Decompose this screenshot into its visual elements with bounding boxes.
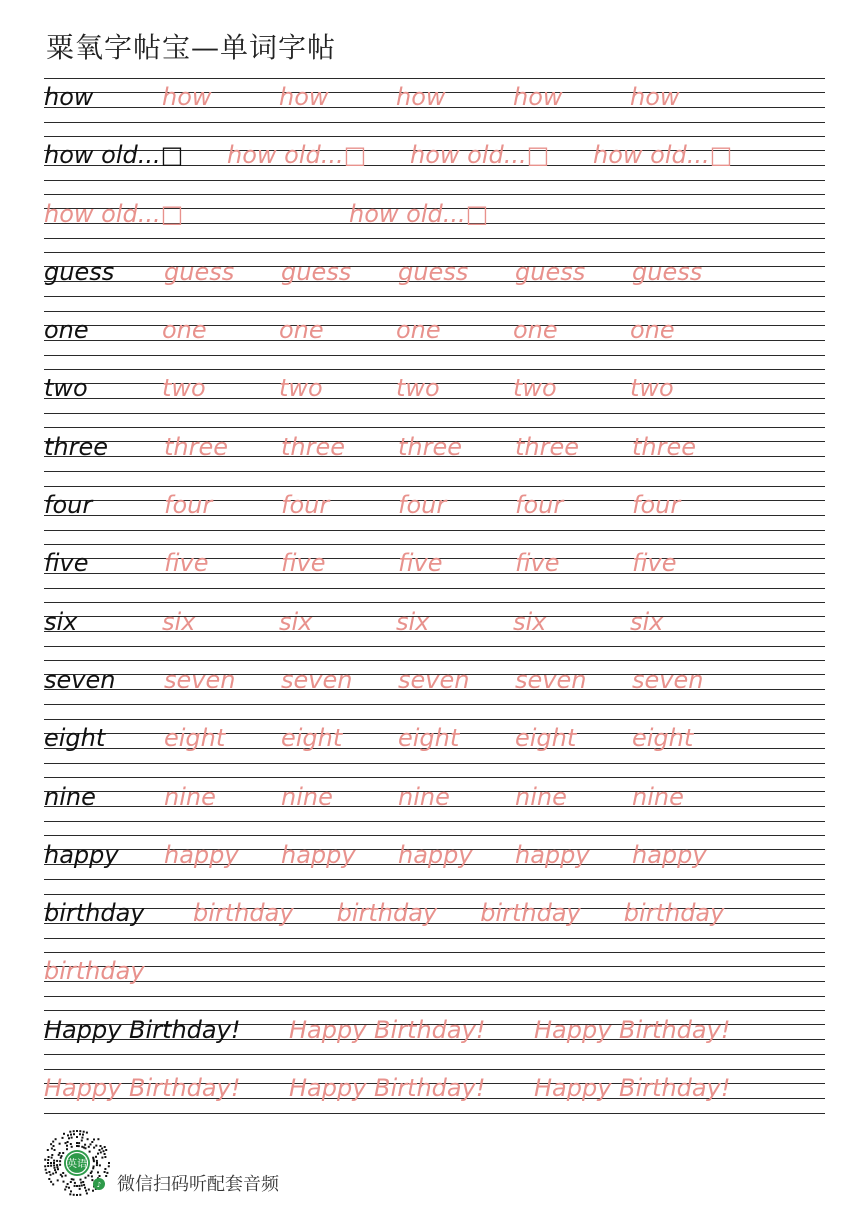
qr-dot <box>79 1194 81 1196</box>
trace-word: nine <box>164 782 216 811</box>
qr-dot <box>51 1148 53 1150</box>
practice-row <box>44 368 825 426</box>
qr-dot <box>50 1162 52 1164</box>
trace-word: guess <box>515 257 586 286</box>
trace-word: six <box>630 607 664 636</box>
qr-dot <box>47 1159 49 1161</box>
qr-dot <box>88 1146 90 1148</box>
trace-word: guess <box>164 257 235 286</box>
trace-word: happy <box>164 840 239 869</box>
qr-dot <box>67 1134 69 1136</box>
ruled-line <box>44 602 825 603</box>
qr-dot <box>95 1145 97 1147</box>
qr-dot <box>69 1193 71 1195</box>
qr-dot <box>60 1157 62 1159</box>
qr-dot <box>82 1134 84 1136</box>
ruled-line <box>44 122 825 123</box>
practice-row <box>44 194 825 252</box>
qr-dot <box>46 1172 48 1174</box>
qr-dot <box>104 1153 106 1155</box>
practice-row <box>44 1010 825 1068</box>
qr-dot <box>47 1149 49 1151</box>
trace-word: birthday <box>336 899 438 928</box>
badge-text: 英语 <box>67 1159 87 1170</box>
model-word: seven <box>44 665 116 694</box>
trace-word: two <box>513 374 557 403</box>
qr-dot <box>55 1138 57 1140</box>
ruled-line <box>44 835 825 836</box>
ruled-line <box>44 471 825 472</box>
trace-word: two <box>396 374 440 403</box>
qr-dot <box>67 1141 69 1143</box>
trace-word: five <box>281 549 326 578</box>
practice-row <box>44 660 825 718</box>
trace-word: three <box>281 432 346 461</box>
qr-dot <box>71 1146 73 1148</box>
trace-word: two <box>162 374 206 403</box>
qr-dot <box>56 1160 58 1162</box>
qr-dot <box>52 1183 54 1185</box>
footer <box>40 1126 400 1206</box>
ruled-line <box>44 1113 825 1114</box>
trace-word: four <box>632 491 681 520</box>
qr-dot <box>100 1145 102 1147</box>
qr-dot <box>81 1140 83 1142</box>
model-word: guess <box>44 257 115 286</box>
trace-word: how <box>630 83 680 111</box>
model-word: nine <box>44 782 96 811</box>
qr-dot <box>66 1148 68 1150</box>
qr-dot <box>62 1152 64 1154</box>
qr-dot <box>62 1172 64 1174</box>
qr-dot <box>50 1174 52 1176</box>
ruled-line <box>44 238 825 239</box>
qr-dot <box>87 1175 89 1177</box>
qr-dot <box>61 1175 63 1177</box>
ruled-line <box>44 588 825 589</box>
qr-dot <box>99 1149 101 1151</box>
qr-dot <box>81 1137 83 1139</box>
ruled-line <box>44 952 825 953</box>
ruled-line <box>44 646 825 647</box>
qr-dot <box>92 1190 94 1192</box>
qr-dot <box>92 1167 94 1169</box>
qr-dot <box>80 1182 82 1184</box>
qr-dot <box>65 1175 67 1177</box>
qr-dot <box>69 1131 71 1133</box>
trace-word: how <box>279 83 329 111</box>
ruled-line <box>44 938 825 939</box>
qr-dot <box>81 1146 83 1148</box>
trace-word: seven <box>164 665 236 694</box>
ruled-line <box>44 996 825 997</box>
trace-word: four <box>398 491 447 520</box>
qr-dot <box>106 1172 108 1174</box>
trace-word: four <box>515 491 564 520</box>
trace-word: three <box>632 432 697 461</box>
trace-word: nine <box>515 782 567 811</box>
trace-word: seven <box>515 665 587 694</box>
model-word: happy <box>44 840 119 869</box>
ruled-line <box>44 1069 825 1070</box>
qr-dot <box>91 1171 93 1173</box>
qr-dot <box>70 1190 72 1192</box>
qr-dot <box>81 1185 83 1187</box>
trace-word: Happy Birthday! <box>534 1015 731 1044</box>
qr-dot <box>76 1130 78 1132</box>
ruled-line <box>44 180 825 181</box>
qr-dot <box>64 1189 66 1191</box>
trace-word: guess <box>632 257 703 286</box>
qr-dot <box>97 1153 99 1155</box>
trace-word: birthday <box>623 899 725 928</box>
trace-word: nine <box>632 782 684 811</box>
qr-dot <box>85 1190 87 1192</box>
qr-dot <box>73 1179 75 1181</box>
qr-dot <box>59 1143 61 1145</box>
ruled-line <box>44 544 825 545</box>
qr-dot <box>99 1175 101 1177</box>
qr-dot <box>70 1143 72 1145</box>
qr-dot <box>76 1136 78 1138</box>
qr-dot <box>56 1166 58 1168</box>
ruled-line <box>44 777 825 778</box>
ruled-line <box>44 660 825 661</box>
trace-word: eight <box>281 724 343 753</box>
model-word: birthday <box>44 899 145 928</box>
qr-dot <box>86 1192 88 1194</box>
qr-dot <box>50 1181 52 1183</box>
qr-dot <box>73 1194 75 1196</box>
qr-dot <box>59 1160 61 1162</box>
trace-word: happy <box>398 840 473 869</box>
qr-dot <box>76 1145 78 1147</box>
qr-dot <box>58 1154 60 1156</box>
qr-dot <box>70 1181 72 1183</box>
page-title: 粟氧字帖宝—单词字帖 <box>46 31 337 64</box>
qr-dot <box>79 1130 81 1132</box>
qr-dot <box>83 1184 85 1186</box>
trace-word: five <box>632 549 677 578</box>
qr-dot <box>104 1156 106 1158</box>
qr-dot <box>44 1159 46 1161</box>
ruled-line <box>44 1010 825 1011</box>
qr-dot <box>105 1149 107 1151</box>
qr-dot <box>90 1143 92 1145</box>
model-word: three <box>44 432 109 461</box>
practice-grid <box>44 77 825 1126</box>
qr-dot <box>85 1177 87 1179</box>
practice-row <box>44 135 825 193</box>
qr-dot <box>62 1137 64 1139</box>
qr-dot <box>95 1156 97 1158</box>
practice-row <box>44 427 825 485</box>
qr-dot <box>48 1156 50 1158</box>
trace-word: birthday <box>193 899 294 928</box>
trace-word: birthday <box>480 899 581 928</box>
practice-row <box>44 77 825 135</box>
trace-word: three <box>398 432 463 461</box>
qr-dot <box>63 1181 65 1183</box>
trace-word: how old...□ <box>410 141 550 170</box>
qr-dot <box>100 1151 102 1153</box>
trace-word: how old...□ <box>44 199 184 228</box>
model-word: five <box>44 549 89 578</box>
qr-dot <box>108 1162 110 1164</box>
practice-row <box>44 543 825 601</box>
qr-dot <box>79 1188 81 1190</box>
trace-word: six <box>396 607 430 636</box>
practice-row <box>44 835 825 893</box>
trace-word: eight <box>398 724 460 753</box>
qr-dot <box>56 1164 58 1166</box>
qr-dot <box>71 1178 73 1180</box>
qr-dot <box>105 1175 107 1177</box>
trace-word: Happy Birthday! <box>289 1015 486 1044</box>
qr-dot <box>74 1185 76 1187</box>
ruled-line <box>44 252 825 253</box>
qr-dot <box>71 1137 73 1139</box>
qr-dot <box>96 1160 98 1162</box>
qr-dot <box>108 1165 110 1167</box>
qr-dot <box>91 1141 93 1143</box>
model-word: six <box>44 607 78 636</box>
ruled-line <box>44 530 825 531</box>
ruled-line <box>44 1054 825 1055</box>
trace-word: eight <box>632 724 694 753</box>
qr-dot <box>103 1150 105 1152</box>
trace-word: eight <box>164 724 226 753</box>
qr-dot <box>66 1145 68 1147</box>
model-word: four <box>44 491 93 520</box>
trace-word: how <box>513 83 563 111</box>
trace-word: three <box>164 432 229 461</box>
trace-word: five <box>164 549 209 578</box>
trace-word: Happy Birthday! <box>44 1074 241 1103</box>
qr-dot <box>70 1134 72 1136</box>
practice-row <box>44 602 825 660</box>
trace-word: four <box>164 491 213 520</box>
trace-word: seven <box>281 665 353 694</box>
trace-word: six <box>513 607 547 636</box>
qr-dot <box>54 1149 56 1151</box>
ruled-line <box>44 427 825 428</box>
qr-dot <box>68 1187 70 1189</box>
trace-word: birthday <box>44 957 145 986</box>
qr-dot <box>48 1171 50 1173</box>
qr-dot <box>73 1133 75 1135</box>
qr-dot <box>92 1157 94 1159</box>
qr-code-icon[interactable] <box>40 1126 114 1200</box>
qr-dot <box>80 1179 82 1181</box>
qr-dot <box>78 1142 80 1144</box>
svg-text:♪: ♪ <box>96 1181 102 1189</box>
qr-dot <box>65 1142 67 1144</box>
qr-dot <box>55 1171 57 1173</box>
qr-dot <box>87 1138 89 1140</box>
trace-word: eight <box>515 724 577 753</box>
trace-word: Happy Birthday! <box>289 1074 486 1103</box>
trace-word: nine <box>398 782 450 811</box>
qr-dot <box>50 1165 52 1167</box>
qr-dot <box>104 1146 106 1148</box>
ruled-line <box>44 763 825 764</box>
ruled-line <box>44 719 825 720</box>
ruled-line <box>44 194 825 195</box>
model-word: one <box>44 316 89 345</box>
qr-dot <box>53 1160 55 1162</box>
trace-word: one <box>513 316 558 345</box>
qr-dot <box>47 1162 49 1164</box>
trace-word: six <box>279 607 313 636</box>
qr-dot <box>59 1152 61 1154</box>
model-word: eight <box>44 724 106 753</box>
qr-dot <box>101 1157 103 1159</box>
qr-dot <box>57 1168 59 1170</box>
qr-dot <box>78 1145 80 1147</box>
trace-word: one <box>162 316 207 345</box>
trace-word: three <box>515 432 580 461</box>
trace-word: happy <box>632 840 707 869</box>
qr-dot <box>93 1166 95 1168</box>
qr-dot <box>93 1147 95 1149</box>
qr-dot <box>101 1148 103 1150</box>
model-word: Happy Birthday! <box>44 1015 241 1044</box>
trace-word: Happy Birthday! <box>534 1074 731 1103</box>
trace-word: one <box>630 316 675 345</box>
model-word: two <box>44 374 88 403</box>
qr-dot <box>53 1164 55 1166</box>
ruled-line <box>44 704 825 705</box>
practice-row <box>44 1068 825 1126</box>
ruled-line <box>44 355 825 356</box>
qr-dot <box>93 1139 95 1141</box>
model-word: how <box>44 83 94 111</box>
footer-text: 微信扫码听配套音频 <box>117 1174 279 1195</box>
ruled-line <box>44 296 825 297</box>
practice-row <box>44 485 825 543</box>
qr-dot <box>48 1178 50 1180</box>
trace-word: guess <box>281 257 352 286</box>
trace-word: two <box>279 374 323 403</box>
qr-dot <box>104 1171 106 1173</box>
qr-dot <box>96 1162 98 1164</box>
qr-dot <box>45 1169 47 1171</box>
qr-dot <box>53 1162 55 1164</box>
trace-word: nine <box>281 782 333 811</box>
qr-dot <box>84 1144 86 1146</box>
model-word: how old...□ <box>44 141 184 170</box>
practice-row <box>44 310 825 368</box>
qr-dot <box>78 1185 80 1187</box>
qr-dot <box>76 1142 78 1144</box>
qr-dot <box>65 1186 67 1188</box>
qr-dot <box>67 1183 69 1185</box>
trace-word: guess <box>398 257 469 286</box>
ruled-line <box>44 894 825 895</box>
qr-dot <box>79 1133 81 1135</box>
practice-row <box>44 252 825 310</box>
practice-row <box>44 777 825 835</box>
trace-word: how <box>396 83 446 111</box>
trace-word: happy <box>281 840 356 869</box>
ruled-line <box>44 486 825 487</box>
ruled-line <box>44 136 825 137</box>
qr-dot <box>51 1154 53 1156</box>
trace-word: happy <box>515 840 590 869</box>
ruled-line <box>44 821 825 822</box>
trace-word: four <box>281 491 330 520</box>
qr-dot <box>54 1167 56 1169</box>
qr-dot <box>84 1187 86 1189</box>
qr-dot <box>68 1137 70 1139</box>
ruled-line <box>44 369 825 370</box>
practice-row <box>44 893 825 951</box>
trace-word: how old...□ <box>227 141 367 170</box>
qr-dot <box>96 1164 98 1166</box>
trace-word: five <box>515 549 560 578</box>
trace-word: six <box>162 607 196 636</box>
qr-dot <box>91 1179 93 1181</box>
ruled-line <box>44 879 825 880</box>
trace-word: seven <box>632 665 704 694</box>
trace-word: how <box>162 83 212 111</box>
qr-dot <box>91 1175 93 1177</box>
qr-dot <box>97 1138 99 1140</box>
qr-dot <box>99 1164 101 1166</box>
qr-dot <box>88 1189 90 1191</box>
trace-word: how old...□ <box>593 141 733 170</box>
qr-dot <box>57 1179 59 1181</box>
qr-dot <box>54 1169 56 1171</box>
qr-dot <box>50 1143 52 1145</box>
qr-dot <box>53 1145 55 1147</box>
qr-dot <box>74 1182 76 1184</box>
trace-word: how old...□ <box>349 199 489 228</box>
qr-dot <box>73 1130 75 1132</box>
qr-dot <box>82 1181 84 1183</box>
qr-dot <box>44 1165 46 1167</box>
qr-dot <box>104 1168 106 1170</box>
qr-dot <box>52 1141 54 1143</box>
qr-dot <box>52 1173 54 1175</box>
trace-word: one <box>279 316 324 345</box>
ruled-line <box>44 311 825 312</box>
trace-word: two <box>630 374 674 403</box>
ruled-line <box>44 78 825 79</box>
qr-dot <box>93 1159 95 1161</box>
qr-dot <box>97 1171 99 1173</box>
qr-dot <box>89 1151 91 1153</box>
qr-dot <box>51 1157 53 1159</box>
trace-word: seven <box>398 665 470 694</box>
trace-word: five <box>398 549 443 578</box>
qr-dot <box>76 1194 78 1196</box>
qr-dot <box>63 1133 65 1135</box>
qr-dot <box>59 1164 61 1166</box>
practice-row <box>44 718 825 776</box>
ruled-line <box>44 413 825 414</box>
qr-dot <box>76 1185 78 1187</box>
trace-word: one <box>396 316 441 345</box>
practice-row <box>44 951 825 1009</box>
qr-dot <box>47 1165 49 1167</box>
qr-dot <box>86 1132 88 1134</box>
qr-dot <box>83 1131 85 1133</box>
